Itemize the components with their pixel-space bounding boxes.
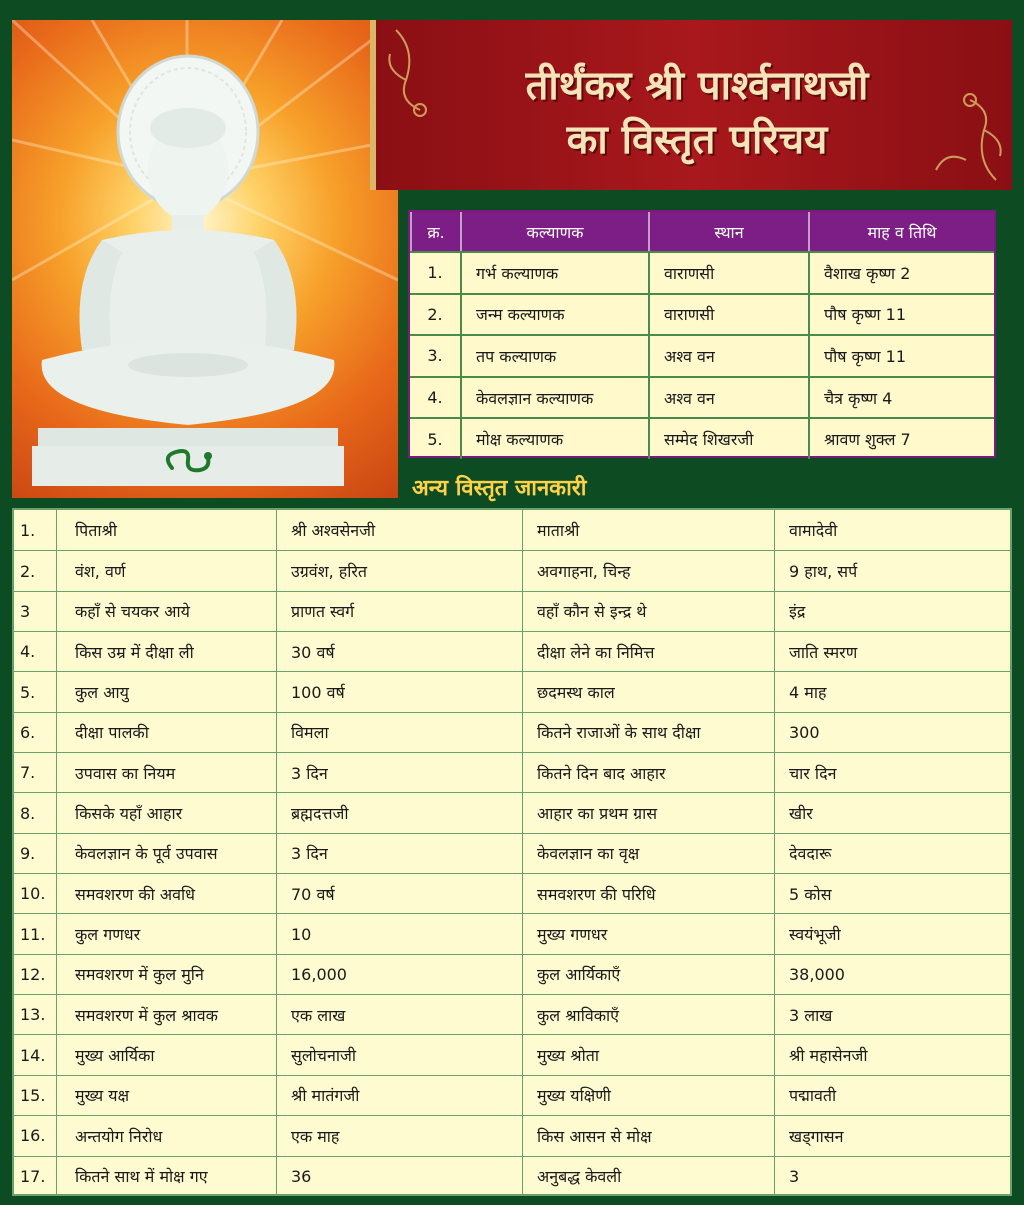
table-row: [14, 1034, 1010, 1074]
cell-serial: 5.: [427, 429, 443, 449]
cell-label: कितने दिन बाद आहार: [522, 753, 774, 792]
cell-label: कितने साथ में मोक्ष गए: [56, 1157, 276, 1196]
cell-label: पिताश्री: [56, 510, 276, 550]
cell-label: कुल श्राविकाएँ: [522, 995, 774, 1034]
cell-label: मुख्य श्रोता: [522, 1035, 774, 1074]
table-row: [14, 833, 1010, 873]
cell-serial: 1.: [427, 263, 443, 283]
header-kalyanak: कल्याणक: [460, 212, 648, 251]
cell-label: समवशरण की परिधि: [522, 874, 774, 913]
cell-value: जाति स्मरण: [774, 632, 1010, 671]
cell-value: 16,000: [276, 955, 522, 994]
idol-illustration: [12, 20, 398, 498]
cell-label: मुख्य यक्षिणी: [522, 1076, 774, 1115]
cell-label: समवशरण में कुल मुनि: [56, 955, 276, 994]
cell-value: 38,000: [774, 955, 1010, 994]
table-row: [14, 631, 1010, 671]
cell-value: उग्रवंश, हरित: [276, 551, 522, 590]
table-row: [14, 550, 1010, 590]
cell-label: छदमस्थ काल: [522, 672, 774, 711]
cell-place: अश्व वन: [648, 336, 808, 376]
cell-serial: 3.: [427, 346, 443, 366]
cell-kalyanak: जन्म कल्याणक: [460, 295, 648, 335]
cell-serial: 5.: [20, 682, 36, 702]
cell-place: अश्व वन: [648, 378, 808, 418]
cell-serial: 3: [20, 601, 31, 621]
cell-value: 3 दिन: [276, 834, 522, 873]
info-table: [12, 508, 1012, 1196]
cell-serial: 2.: [427, 304, 443, 324]
table-row: [14, 671, 1010, 711]
cell-serial: 1.: [20, 520, 36, 540]
table-row: [14, 1156, 1010, 1196]
cell-serial: 2.: [20, 561, 36, 581]
cell-value: श्री अश्वसेनजी: [276, 510, 522, 550]
cell-value: खड्गासन: [774, 1116, 1010, 1155]
cell-kalyanak: तप कल्याणक: [460, 336, 648, 376]
cell-value: चार दिन: [774, 753, 1010, 792]
cell-label: कुल आयु: [56, 672, 276, 711]
cell-date: श्रावण शुक्ल 7: [808, 419, 994, 459]
cell-label: कुल आर्यिकाएँ: [522, 955, 774, 994]
cell-label: कहाँ से चयकर आये: [56, 592, 276, 631]
cell-serial: 12.: [20, 964, 46, 984]
cell-label: किस उम्र में दीक्षा ली: [56, 632, 276, 671]
cell-value: सुलोचनाजी: [276, 1035, 522, 1074]
cell-serial: 11.: [20, 924, 46, 944]
cell-value: इंद्र: [774, 592, 1010, 631]
cell-kalyanak: केवलज्ञान कल्याणक: [460, 378, 648, 418]
cell-serial: 16.: [20, 1126, 46, 1146]
cell-value: श्री मातंगजी: [276, 1076, 522, 1115]
cell-value: 300: [774, 713, 1010, 752]
cell-label: समवशरण में कुल श्रावक: [56, 995, 276, 1034]
cell-label: अन्तयोग निरोध: [56, 1116, 276, 1155]
cell-kalyanak: मोक्ष कल्याणक: [460, 419, 648, 459]
cell-value: 3: [774, 1157, 1010, 1196]
cell-label: कितने राजाओं के साथ दीक्षा: [522, 713, 774, 752]
cell-date: पौष कृष्ण 11: [808, 336, 994, 376]
cell-label: अवगाहना, चिन्ह: [522, 551, 774, 590]
cell-serial: 7.: [20, 763, 36, 783]
kalyanak-table: [408, 210, 996, 458]
cell-serial: 4.: [20, 642, 36, 662]
table-row: [14, 873, 1010, 913]
cell-kalyanak: गर्भ कल्याणक: [460, 253, 648, 293]
section-heading: अन्य विस्तृत जानकारी: [412, 475, 587, 501]
cell-value: 3 दिन: [276, 753, 522, 792]
cell-label: वंश, वर्ण: [56, 551, 276, 590]
table-row: [410, 376, 994, 418]
cell-label: समवशरण की अवधि: [56, 874, 276, 913]
tirthankar-idol-image: [12, 20, 398, 498]
cell-label: केवलज्ञान के पूर्व उपवास: [56, 834, 276, 873]
cell-label: किस आसन से मोक्ष: [522, 1116, 774, 1155]
cell-place: वाराणसी: [648, 253, 808, 293]
cell-value: प्राणत स्वर्ग: [276, 592, 522, 631]
page-title-line2: का विस्तृत परिचय: [566, 116, 828, 163]
cell-value: 9 हाथ, सर्प: [774, 551, 1010, 590]
table-row: [14, 1115, 1010, 1155]
table-row: [410, 293, 994, 335]
cell-serial: 8.: [20, 803, 36, 823]
cell-label: आहार का प्रथम ग्रास: [522, 793, 774, 832]
table-row: [14, 954, 1010, 994]
cell-value: 5 कोस: [774, 874, 1010, 913]
cell-serial: 6.: [20, 722, 36, 742]
table-row: [14, 792, 1010, 832]
table-row: [14, 510, 1010, 550]
header-date: माह व तिथि: [808, 212, 994, 251]
cell-date: चैत्र कृष्ण 4: [808, 378, 994, 418]
table-row: [410, 251, 994, 293]
cell-value: 30 वर्ष: [276, 632, 522, 671]
table-row: [14, 752, 1010, 792]
cell-value: देवदारू: [774, 834, 1010, 873]
cell-value: एक माह: [276, 1116, 522, 1155]
cell-serial: 14.: [20, 1045, 46, 1065]
table-row: [410, 334, 994, 376]
table-row: [410, 417, 994, 459]
cell-value: खीर: [774, 793, 1010, 832]
cell-label: अनुबद्ध केवली: [522, 1157, 774, 1196]
cell-label: वहाँ कौन से इन्द्र थे: [522, 592, 774, 631]
cell-label: माताश्री: [522, 510, 774, 550]
cell-label: केवलज्ञान का वृक्ष: [522, 834, 774, 873]
cell-serial: 13.: [20, 1005, 46, 1025]
cell-date: पौष कृष्ण 11: [808, 295, 994, 335]
cell-serial: 9.: [20, 843, 36, 863]
cell-value: पद्मावती: [774, 1076, 1010, 1115]
header-place: स्थान: [648, 212, 808, 251]
cell-value: ब्रह्मदत्तजी: [276, 793, 522, 832]
cell-serial: 15.: [20, 1085, 46, 1105]
cell-label: मुख्य यक्ष: [56, 1076, 276, 1115]
table-row: [14, 591, 1010, 631]
cell-value: श्री महासेनजी: [774, 1035, 1010, 1074]
cell-value: 100 वर्ष: [276, 672, 522, 711]
cell-value: 70 वर्ष: [276, 874, 522, 913]
cell-label: मुख्य आर्यिका: [56, 1035, 276, 1074]
kalyanak-table-header: [410, 212, 994, 251]
cell-label: कुल गणधर: [56, 914, 276, 953]
cell-serial: 17.: [20, 1166, 46, 1186]
cell-label: दीक्षा लेने का निमित्त: [522, 632, 774, 671]
cell-place: वाराणसी: [648, 295, 808, 335]
table-row: [14, 1075, 1010, 1115]
cell-value: विमला: [276, 713, 522, 752]
cell-serial: 4.: [427, 388, 443, 408]
cell-value: 3 लाख: [774, 995, 1010, 1034]
cell-value: वामादेवी: [774, 510, 1010, 550]
cell-value: 10: [276, 914, 522, 953]
cell-value: 36: [276, 1157, 522, 1196]
cell-label: उपवास का नियम: [56, 753, 276, 792]
cell-serial: 10.: [20, 884, 46, 904]
cell-label: मुख्य गणधर: [522, 914, 774, 953]
cell-label: किसके यहाँ आहार: [56, 793, 276, 832]
table-row: [14, 913, 1010, 953]
header-banner: [370, 20, 1012, 190]
cell-date: वैशाख कृष्ण 2: [808, 253, 994, 293]
cell-value: 4 माह: [774, 672, 1010, 711]
page-title-line1: तीर्थंकर श्री पार्श्वनाथजी: [525, 62, 869, 109]
cell-place: सम्मेद शिखरजी: [648, 419, 808, 459]
table-row: [14, 994, 1010, 1034]
table-row: [14, 712, 1010, 752]
cell-value: स्वयंभूजी: [774, 914, 1010, 953]
cell-value: एक लाख: [276, 995, 522, 1034]
cell-label: दीक्षा पालकी: [56, 713, 276, 752]
header-serial: क्र.: [410, 212, 460, 251]
